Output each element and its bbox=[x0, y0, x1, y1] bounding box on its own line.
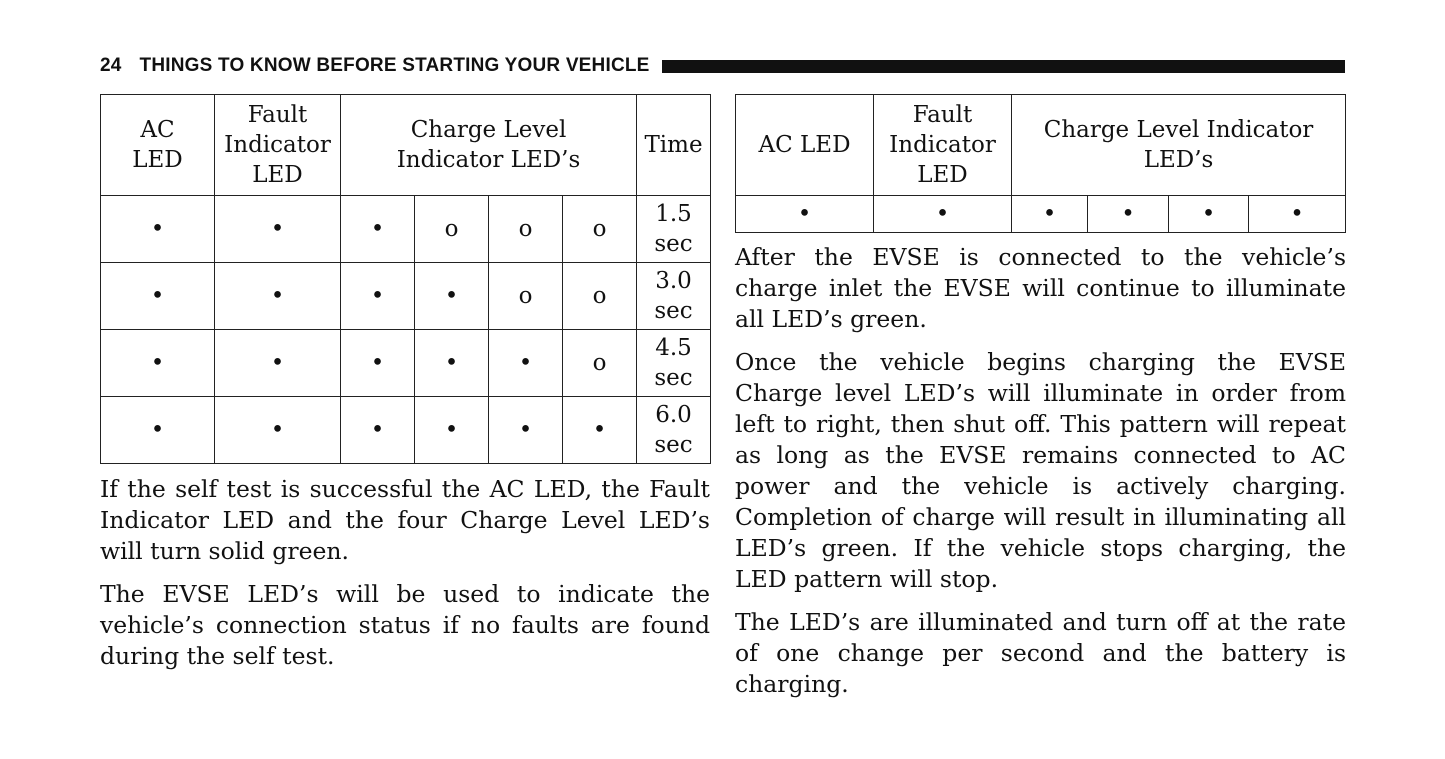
charge-level-2-state: o bbox=[415, 196, 489, 263]
body-paragraph: After the EVSE is connected to the vehicle’s charge inlet the EVSE will continue to illuminate all LED’s green. bbox=[735, 243, 1346, 333]
body-paragraph: The LED’s are illuminated and turn off at the rate of one change per second and the battery is charging. bbox=[735, 608, 1346, 698]
charge-level-4-state: • bbox=[1249, 196, 1346, 233]
ac-led-state: • bbox=[101, 263, 215, 330]
fault-led-state: • bbox=[215, 330, 341, 397]
ac-led-state: • bbox=[736, 196, 874, 233]
left-column-text bbox=[100, 474, 710, 684]
charge-level-1-state: • bbox=[341, 397, 415, 464]
charge-level-3-state: • bbox=[489, 330, 563, 397]
fault-led-state: • bbox=[215, 196, 341, 263]
body-paragraph: If the self test is successful the AC LED, the Fault Indicator LED and the four Charge Level LED’s will turn solid green. bbox=[100, 475, 710, 565]
ac-led-state: • bbox=[101, 397, 215, 464]
header-charge-level-indicator: Charge Level Indicator LED’s bbox=[1012, 95, 1346, 196]
header-fault-indicator-led: Fault Indicator LED bbox=[215, 95, 341, 196]
header-ac-led: AC LED bbox=[736, 95, 874, 196]
charge-level-2-state: • bbox=[415, 330, 489, 397]
self-test-table-body bbox=[101, 196, 711, 464]
charge-level-4-state: • bbox=[563, 397, 637, 464]
table-row bbox=[101, 397, 711, 464]
body-paragraph: Once the vehicle begins charging the EVSE Charge level LED’s will illuminate in order from left to right, then shut off. This pattern will repeat as long as the EVSE remains connected to AC power and the vehicle is actively charging. Completion of charge will result in illuminating all LED’s green. If the vehicle stops charging, the LED pattern will stop. bbox=[735, 348, 1346, 593]
fault-led-state: • bbox=[215, 397, 341, 464]
charge-level-4-state: o bbox=[563, 330, 637, 397]
charge-level-1-state: • bbox=[341, 196, 415, 263]
charge-level-1-state: • bbox=[341, 263, 415, 330]
charge-level-2-state: • bbox=[415, 263, 489, 330]
charging-table-body bbox=[736, 196, 1346, 233]
table-row bbox=[736, 196, 1346, 233]
charge-level-4-state: o bbox=[563, 263, 637, 330]
table-row bbox=[101, 196, 711, 263]
self-test-led-table bbox=[100, 94, 711, 464]
time-value: 6.0 sec bbox=[637, 397, 711, 464]
section-title: THINGS TO KNOW BEFORE STARTING YOUR VEHICLE bbox=[139, 55, 650, 76]
table-row bbox=[101, 263, 711, 330]
time-value: 1.5 sec bbox=[637, 196, 711, 263]
charge-level-3-state: o bbox=[489, 263, 563, 330]
page-number: 24 bbox=[100, 55, 122, 76]
header-ac-led: AC LED bbox=[101, 95, 215, 196]
fault-led-state: • bbox=[215, 263, 341, 330]
header-charge-level-indicator: Charge Level Indicator LED’s bbox=[341, 95, 637, 196]
charge-level-3-state: o bbox=[489, 196, 563, 263]
fault-led-state: • bbox=[874, 196, 1012, 233]
charging-led-table bbox=[735, 94, 1346, 233]
charge-level-3-state: • bbox=[1169, 196, 1249, 233]
page-header bbox=[100, 55, 1345, 77]
charge-level-2-state: • bbox=[1088, 196, 1169, 233]
charge-level-2-state: • bbox=[415, 397, 489, 464]
charge-level-4-state: o bbox=[563, 196, 637, 263]
header-time: Time bbox=[637, 95, 711, 196]
time-value: 3.0 sec bbox=[637, 263, 711, 330]
header-rule bbox=[662, 60, 1345, 73]
charge-level-1-state: • bbox=[1012, 196, 1088, 233]
charge-level-3-state: • bbox=[489, 397, 563, 464]
ac-led-state: • bbox=[101, 330, 215, 397]
header-fault-indicator-led: Fault Indicator LED bbox=[874, 95, 1012, 196]
charge-level-1-state: • bbox=[341, 330, 415, 397]
right-column-text bbox=[735, 242, 1346, 712]
time-value: 4.5 sec bbox=[637, 330, 711, 397]
body-paragraph: The EVSE LED’s will be used to indicate the vehicle’s connection status if no faults are found during the self test. bbox=[100, 580, 710, 670]
table-row bbox=[101, 330, 711, 397]
ac-led-state: • bbox=[101, 196, 215, 263]
